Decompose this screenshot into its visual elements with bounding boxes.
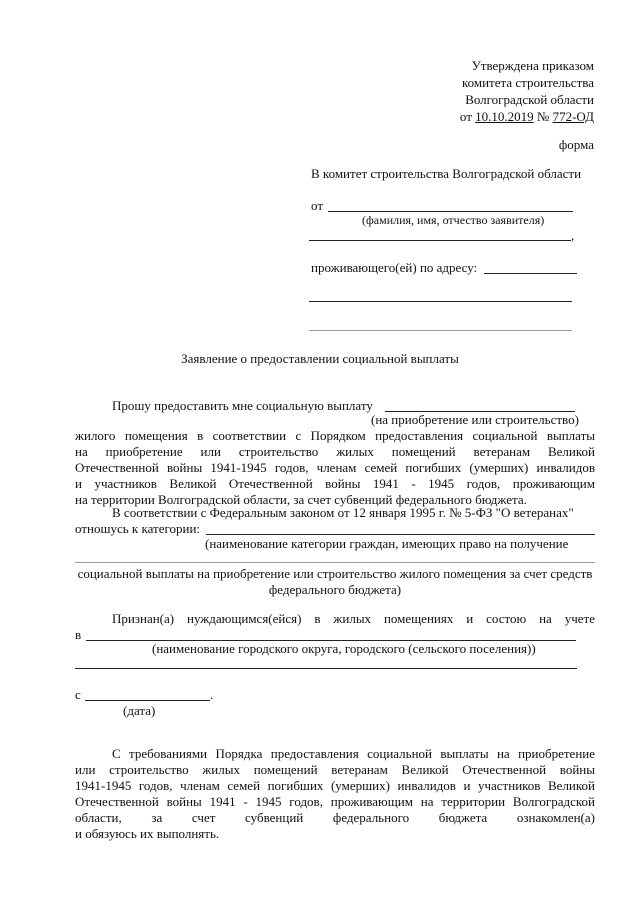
request-line-2: на приобретение или строительство жилых помещений ветеранам Великой (75, 444, 595, 459)
request-line-4: и участников Великой Отечественной войны 1941 - 1945 годов, проживающим (75, 476, 595, 491)
since-date-caption: (дата) (123, 703, 156, 718)
municipality-line-2[interactable] (75, 668, 577, 669)
recognition-paragraph (112, 611, 595, 627)
since-prefix: с (75, 687, 81, 702)
acknowledgement-paragraph (75, 746, 595, 842)
applicant-name-caption: (фамилия, имя, отчество заявителя) (362, 213, 545, 227)
approval-number-sign: № (536, 109, 550, 124)
request-paragraph (75, 428, 595, 508)
ack-line-5: области, за счет субвенций федерального бюджета ознакомлен(а) (75, 810, 595, 825)
category-line-1: В соответствии с Федеральным законом от 12 января 1995 г. № 5-ФЗ "О ветеранах" (112, 505, 574, 520)
request-line-5: на территории Волгоградской области, за счет субвенций федерального бюджета. (75, 492, 527, 507)
ack-line-1: С требованиями Порядка предоставления социальной выплаты на приобретение (112, 746, 595, 761)
category-caption-3: федерального бюджета) (268, 582, 402, 597)
address-line-1[interactable] (484, 273, 577, 274)
request-line-3: Отечественной войны 1941-1945 годов, членам семей погибших (умерших) инвалидов (75, 460, 595, 475)
applicant-name-line-2[interactable] (309, 240, 571, 241)
address-label: проживающего(ей) по адресу: (311, 260, 478, 275)
applicant-name-comma: , (571, 228, 575, 243)
category-line[interactable] (206, 534, 595, 535)
since-dot: . (210, 687, 214, 702)
approval-date: 10.10.2019 (475, 109, 534, 124)
approval-order-line (460, 109, 594, 125)
approval-line-2: комитета строительства (461, 75, 594, 90)
category-caption-1: (наименование категории граждан, имеющих право на получение (205, 536, 569, 551)
approval-date-prefix: от (459, 109, 472, 124)
ack-line-3: 1941-1945 годов, членам семей погибших (умерших) инвалидов и участников Великой (75, 778, 595, 793)
recognition-line-1: Признан(а) нуждающимся(ейся) в жилых помещениях и состою на учете (112, 611, 595, 626)
request-type-caption: (на приобретение или строительство) (371, 412, 579, 427)
address-line-3[interactable] (309, 330, 572, 331)
request-line-1: жилого помещения в соответствии с Порядком предоставления социальной выплаты (75, 428, 595, 443)
ack-line-4: Отечественной войны 1941 - 1945 годов, проживающим на территории Волгоградской (75, 794, 595, 809)
address-line-2[interactable] (309, 301, 572, 302)
addressee-from-label: от (311, 198, 324, 213)
municipality-caption: (наименование городского округа, городского (сельского поселения)) (152, 641, 536, 656)
ack-line-6: и обязуюсь их выполнять. (75, 826, 220, 841)
approval-line-3: Волгоградской области (465, 92, 594, 107)
category-line-2-field[interactable] (75, 562, 595, 563)
category-line-2: отношусь к категории: (75, 521, 201, 536)
form-label: форма (558, 137, 594, 152)
request-lead: Прошу предоставить мне социальную выплату (112, 398, 373, 413)
addressee-to: В комитет строительства Волгоградской области (311, 166, 582, 181)
approval-number: 772-ОД (552, 109, 594, 124)
approval-line-1: Утверждена приказом (471, 58, 594, 73)
since-date-line[interactable] (85, 700, 210, 701)
recognition-prefix: в (75, 627, 82, 642)
document-title: Заявление о предоставлении социальной выплаты (181, 351, 459, 366)
ack-line-2: или строительство жилых помещений ветеранам Великой Отечественной войны (75, 762, 595, 777)
category-caption-2: социальной выплаты на приобретение или строительство жилого помещения за счет средств (77, 566, 593, 581)
